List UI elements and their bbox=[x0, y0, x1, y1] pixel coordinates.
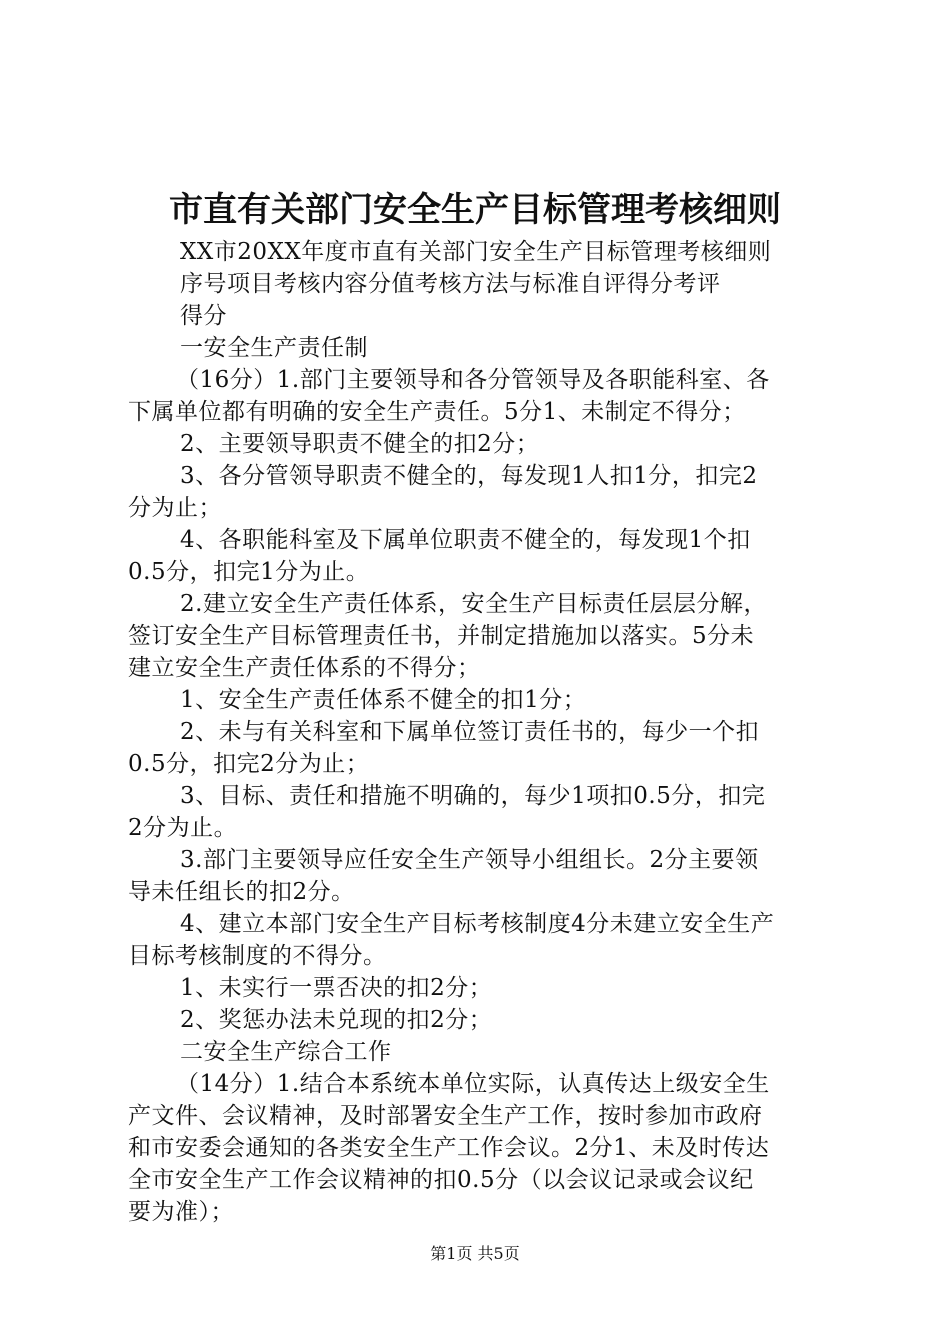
text-line: 产文件、会议精神，及时部署安全生产工作，按时参加市政府 bbox=[128, 1103, 763, 1129]
document-title: 市直有关部门安全生产目标管理考核细则 bbox=[169, 190, 781, 230]
text-line: 导未任组长的扣2分。 bbox=[128, 879, 355, 905]
text-line: 2、未与有关科室和下属单位签订责任书的，每少一个扣 bbox=[180, 719, 760, 745]
text-line: 4、各职能科室及下属单位职责不健全的，每发现1个扣 bbox=[180, 527, 751, 553]
text-line: 序号项目考核内容分值考核方法与标准自评得分考评 bbox=[180, 271, 721, 297]
text-line: 一安全生产责任制 bbox=[180, 335, 368, 361]
page-footer: 第1页 共5页 bbox=[430, 1244, 520, 1263]
text-line: 下属单位都有明确的安全生产责任。5分1、未制定不得分； bbox=[128, 399, 746, 425]
text-line: 和市安委会通知的各类安全生产工作会议。2分1、未及时传达 bbox=[128, 1135, 770, 1161]
text-line: 3.部门主要领导应任安全生产领导小组组长。2分主要领 bbox=[180, 847, 759, 873]
text-line: 3、目标、责任和措施不明确的，每少1项扣0.5分，扣完 bbox=[180, 783, 766, 809]
text-line: 二安全生产综合工作 bbox=[180, 1039, 392, 1065]
text-line: 签订安全生产目标管理责任书，并制定措施加以落实。5分未 bbox=[128, 623, 755, 649]
text-line: 2分为止。 bbox=[128, 815, 238, 841]
text-line: 建立安全生产责任体系的不得分； bbox=[128, 655, 481, 681]
text-line: 0.5分，扣完1分为止。 bbox=[128, 559, 370, 585]
text-line: （14分）1.结合本系统本单位实际，认真传达上级安全生 bbox=[176, 1071, 770, 1097]
text-line: 4、建立本部门安全生产目标考核制度4分未建立安全生产 bbox=[180, 911, 775, 937]
text-line: 2、主要领导职责不健全的扣2分； bbox=[180, 431, 540, 457]
text-line: 分为止； bbox=[128, 495, 222, 521]
text-line: 2.建立安全生产责任体系，安全生产目标责任层层分解， bbox=[180, 591, 767, 617]
text-line: 得分 bbox=[180, 303, 227, 329]
text-line: 0.5分，扣完2分为止； bbox=[128, 751, 370, 777]
text-line: 2、奖惩办法未兑现的扣2分； bbox=[180, 1007, 493, 1033]
text-line: （16分）1.部门主要领导和各分管领导及各职能科室、各 bbox=[176, 367, 770, 393]
text-line: 全市安全生产工作会议精神的扣0.5分（以会议记录或会议纪 bbox=[128, 1167, 754, 1193]
text-line: 3、各分管领导职责不健全的，每发现1人扣1分，扣完2 bbox=[180, 463, 758, 489]
text-line: 要为准）； bbox=[128, 1199, 234, 1225]
text-line: 1、未实行一票否决的扣2分； bbox=[180, 975, 493, 1001]
text-line: 目标考核制度的不得分。 bbox=[128, 943, 387, 969]
text-line: 1、安全生产责任体系不健全的扣1分； bbox=[180, 687, 587, 713]
document-body bbox=[128, 236, 834, 1228]
text-line: XX市20XX年度市直有关部门安全生产目标管理考核细则 bbox=[180, 239, 772, 265]
